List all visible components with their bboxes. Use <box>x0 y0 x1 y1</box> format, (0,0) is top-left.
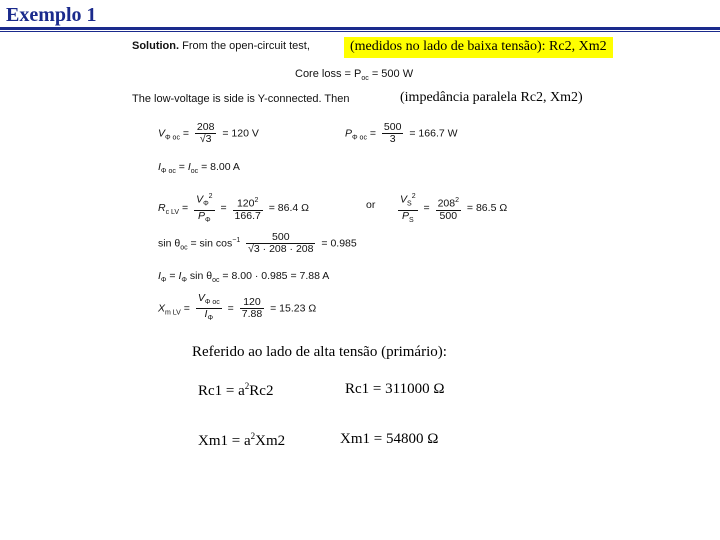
rc1-formula-lhs: Rc1 = a <box>198 383 245 399</box>
eq-i-phi-oc: $I_{\Phi oc} = I_{oc} = 8.00$ A <box>158 161 240 176</box>
eq-sin: $\sin \theta_{oc} = \sin \cos^{-1}$ $\frac{500}{√3 \cdot 208 \cdot 208}$ = 0.985 <box>158 231 357 255</box>
title-rule-thin <box>0 31 720 32</box>
slide-title: Exemplo 1 <box>6 4 97 26</box>
referred-heading: Referido ao lado de alta tensão (primário): <box>192 344 447 360</box>
rc1-formula-rhs: Rc2 <box>249 383 274 399</box>
eq-rc-lv: $R_{c LV}$ = $\frac{V_\Phi^2}{P_\Phi}$ = $\frac{120^2}{166.7}$ = 86.4 Ω <box>158 193 310 224</box>
eq-p-phi-oc-value: = 166.7 W <box>409 127 458 140</box>
eq-rc-alt: $\frac{V_S^2}{P_S}$ = $\frac{208^2}{500}$ = 86.5 Ω <box>400 193 508 224</box>
solution-label: Solution. <box>132 40 180 52</box>
eq-p-phi-oc: $P_{\Phi oc}$ = $\frac{500}{3}$ = 166.7 W <box>345 121 458 145</box>
eq-sin-value: = 0.985 <box>321 237 357 250</box>
solution-text: From the open-circuit test, <box>182 40 310 52</box>
solution-line <box>132 40 310 52</box>
eq-v-phi-oc-value: = 120 V <box>222 127 259 140</box>
core-loss-value: = 500 W <box>371 68 414 80</box>
eq-i-phi-oc-value: = 8.00 A <box>201 161 240 173</box>
eq-ie: $I_\Phi = I_\Phi$ $\sin \theta_{oc} = 8.00 \cdot 0.985 = 7.88$ A <box>158 270 330 285</box>
eq-xm-value: = 15.23 Ω <box>270 302 317 315</box>
xm1-formula-rhs: Xm2 <box>255 433 286 449</box>
lv-line: The low-voltage is side is Y-connected. Then <box>132 93 350 105</box>
xm1-value: Xm1 = 54800 Ω <box>340 431 439 447</box>
core-loss-label: Core loss = P <box>295 68 362 80</box>
eq-ie-value: = 7.88 A <box>290 270 330 282</box>
core-loss-line <box>295 68 413 82</box>
eq-v-phi-oc: $V_{\Phi oc}$ = $\frac{208}{√3}$ = 120 V <box>158 121 259 145</box>
measured-callout: (medidos no lado de baixa tensão): Rc2, Xm2 <box>344 37 613 58</box>
rc1-formula: $Rc1 = a^2Rc2$ <box>198 381 274 399</box>
rc1-value: Rc1 = 311000 Ω <box>345 381 445 397</box>
xm1-formula: $Xm1 = a^2Xm2$ <box>198 431 286 449</box>
impedance-callout: (impedância paralela Rc2, Xm2) <box>397 90 586 106</box>
core-loss-sub: oc <box>361 75 369 83</box>
xm1-formula-lhs: Xm1 = a <box>198 433 251 449</box>
eq-rc-lv-value: = 86.4 Ω <box>268 202 310 215</box>
eq-rc-alt-value: = 86.5 Ω <box>466 202 508 215</box>
eq-xm: $X_{m LV}$ = $\frac{V_{\Phi oc}}{I_\Phi}$ = $\frac{120}{7.88}$ = 15.23 Ω <box>158 292 317 323</box>
eq-or: or <box>366 199 376 211</box>
title-rule <box>0 27 720 30</box>
